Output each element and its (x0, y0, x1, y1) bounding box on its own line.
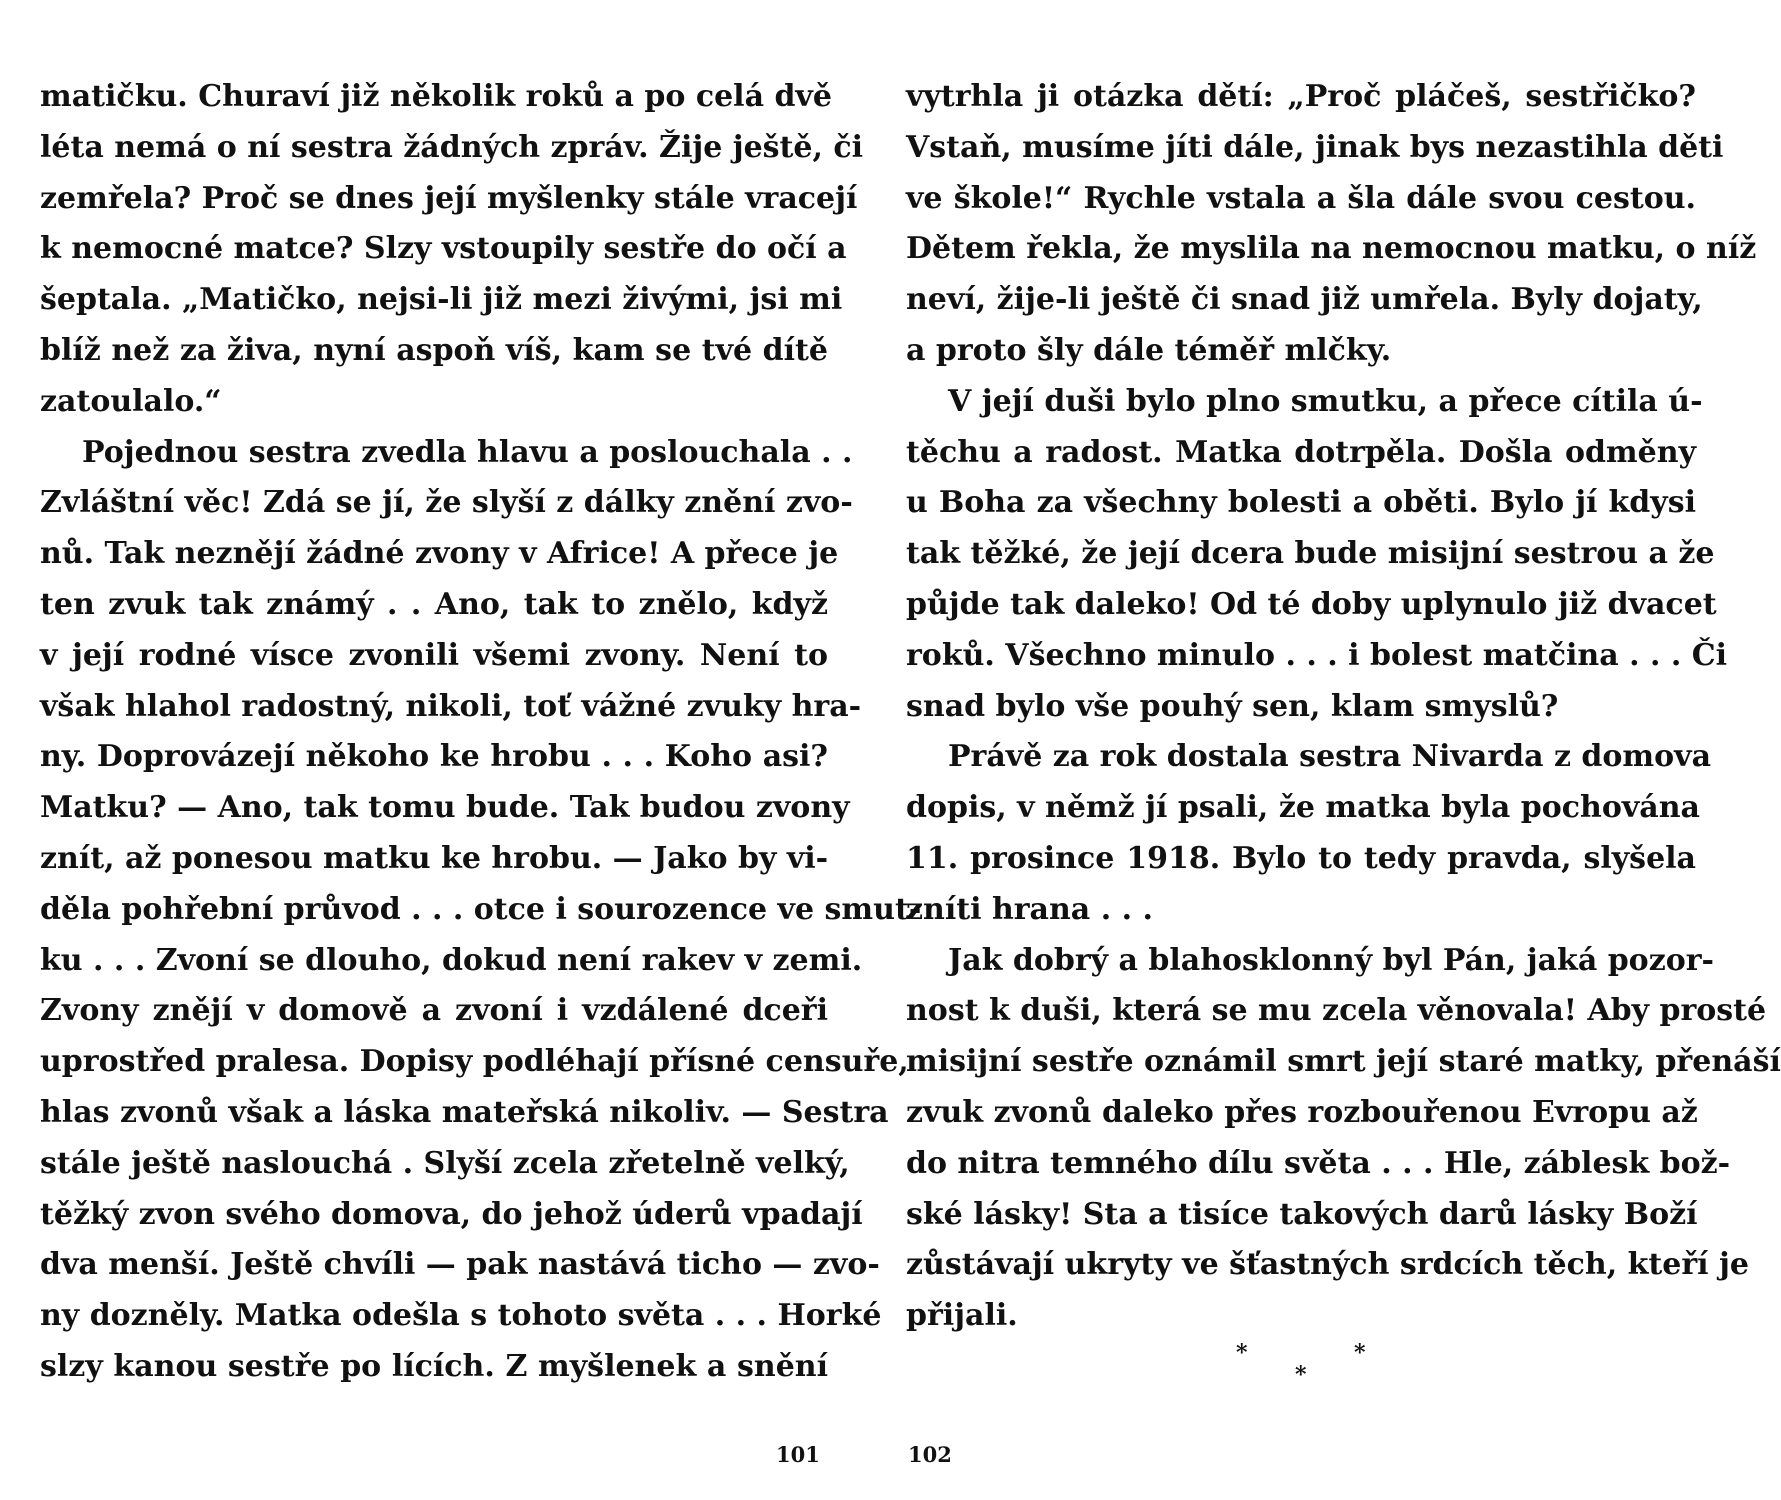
right-line-12: roků. Všechno minulo . . . i bolest matčina . . . Či (906, 637, 1728, 673)
left-line-4: k nemocné matce? Slzy vstoupily sestře do očí a (40, 231, 847, 267)
right-line-1: vytrhla ji otázka dětí: „Proč pláčeš, sestřičko? (906, 79, 1696, 114)
ornament-star-1: * (1236, 1340, 1248, 1366)
left-line-18: ku . . . Zvoní se dlouho, dokud není rakev v zemi. (40, 942, 863, 978)
right-line-7: V její duši bylo plno smutku, a přece cítila ú- (948, 383, 1703, 419)
left-line-17: děla pohřební průvod . . . otce i sourozence ve smut- (40, 891, 922, 927)
right-line-21: zvuk zvonů daleko přes rozbouřenou Evropu až (906, 1094, 1698, 1130)
right-line-6: a proto šly dále téměř mlčky. (906, 332, 1392, 368)
right-line-19: nost k duši, která se mu zcela věnovala! Aby prosté (906, 993, 1767, 1029)
right-line-13: snad bylo vše pouhý sen, klam smyslů? (906, 688, 1559, 724)
left-line-12: v její rodné vísce zvonili všemi zvony. Není to (40, 637, 828, 673)
right-line-25: přijali. (906, 1298, 1018, 1334)
left-line-23: těžký zvon svého domova, do jehož úderů vpadají (40, 1196, 863, 1232)
right-line-3: ve škole!“ Rychle vstala a šla dále svou cestou. (906, 180, 1696, 216)
right-line-22: do nitra temného dílu světa . . . Hle, záblesk bož- (906, 1145, 1731, 1181)
left-line-3: zemřela? Proč se dnes její myšlenky stále vracejí (40, 180, 858, 216)
right-line-9: u Boha za všechny bolesti a oběti. Bylo jí kdysi (906, 485, 1696, 521)
left-line-2: léta nemá o ní sestra žádných zpráv. Žije ještě, či (40, 129, 864, 165)
left-line-16: znít, až ponesou matku ke hrobu. — Jako by vi- (40, 840, 829, 876)
left-line-13: však hlahol radostný, nikoli, toť vážné zvuky hra- (40, 688, 862, 724)
left-line-1: matičku. Churaví již několik roků a po celá dvě (40, 79, 832, 114)
left-line-25: ny dozněly. Matka odešla s tohoto světa . . . Horké (40, 1298, 882, 1334)
left-page-text (40, 72, 922, 1393)
left-line-19: Zvony znějí v domově a zvoní i vzdálené dceři (40, 993, 828, 1029)
right-line-14: Právě za rok dostala sestra Nivarda z domova (948, 739, 1712, 775)
left-line-26: slzy kanou sestře po lících. Z myšlenek a snění (40, 1348, 828, 1384)
right-line-5: neví, žije-li ještě či snad již umřela. Byly dojaty, (906, 282, 1703, 318)
left-line-9: Zvláštní věc! Zdá se jí, že slyší z dálky znění zvo- (40, 485, 853, 521)
ornament-star-3: * (1354, 1340, 1366, 1366)
left-line-10: nů. Tak neznějí žádné zvony v Africe! A přece je (40, 536, 839, 572)
right-line-24: zůstávají ukryty ve šťastných srdcích těch, kteří je (906, 1247, 1749, 1283)
right-line-10: tak těžké, že její dcera bude misijní sestrou a že (906, 536, 1715, 572)
right-line-11: půjde tak daleko! Od té doby uplynulo již dvacet (906, 586, 1717, 622)
left-line-24: dva menší. Ještě chvíli — pak nastává ticho — zvo- (40, 1247, 880, 1283)
right-line-4: Dětem řekla, že myslila na nemocnou matku, o níž (906, 231, 1757, 267)
left-line-8: Pojednou sestra zvedla hlavu a poslouchala . . (82, 434, 853, 470)
right-page-text (906, 72, 1781, 1342)
left-line-15: Matku? — Ano, tak tomu bude. Tak budou zvony (40, 790, 850, 826)
left-line-20: uprostřed pralesa. Dopisy podléhají přísné censuře, (40, 1044, 909, 1080)
right-line-2: Vstaň, musíme jíti dále, jinak bys nezastihla děti (906, 129, 1724, 165)
right-line-20: misijní sestře oznámil smrt její staré matky, přenáší (906, 1044, 1781, 1080)
right-line-18: Jak dobrý a blahosklonný byl Pán, jaká pozor- (948, 942, 1714, 978)
ornament-star-2: * (1295, 1362, 1307, 1388)
left-line-7: zatoulalo.“ (40, 383, 222, 419)
left-page-number: 101 (776, 1442, 820, 1467)
right-line-16: 11. prosince 1918. Bylo to tedy pravda, slyšela (906, 840, 1696, 876)
left-line-5: šeptala. „Matičko, nejsi-li již mezi živými, jsi mi (40, 282, 843, 318)
left-line-11: ten zvuk tak známý . . Ano, tak to znělo, když (40, 586, 828, 622)
left-line-21: hlas zvonů však a láska mateřská nikoliv. — Sestra (40, 1094, 889, 1130)
right-line-17: zníti hrana . . . (906, 891, 1153, 927)
left-line-22: stále ještě naslouchá . Slyší zcela zřetelně velký, (40, 1145, 850, 1181)
right-page-number: 102 (908, 1442, 952, 1467)
left-line-14: ny. Doprovázejí někoho ke hrobu . . . Koho asi? (40, 739, 828, 775)
right-line-8: těchu a radost. Matka dotrpěla. Došla odměny (906, 434, 1696, 470)
left-line-6: blíž než za živa, nyní aspoň víš, kam se tvé dítě (40, 332, 828, 368)
right-line-15: dopis, v němž jí psali, že matka byla pochována (906, 790, 1700, 826)
right-line-23: ské lásky! Sta a tisíce takových darů lásky Boží (906, 1196, 1698, 1232)
